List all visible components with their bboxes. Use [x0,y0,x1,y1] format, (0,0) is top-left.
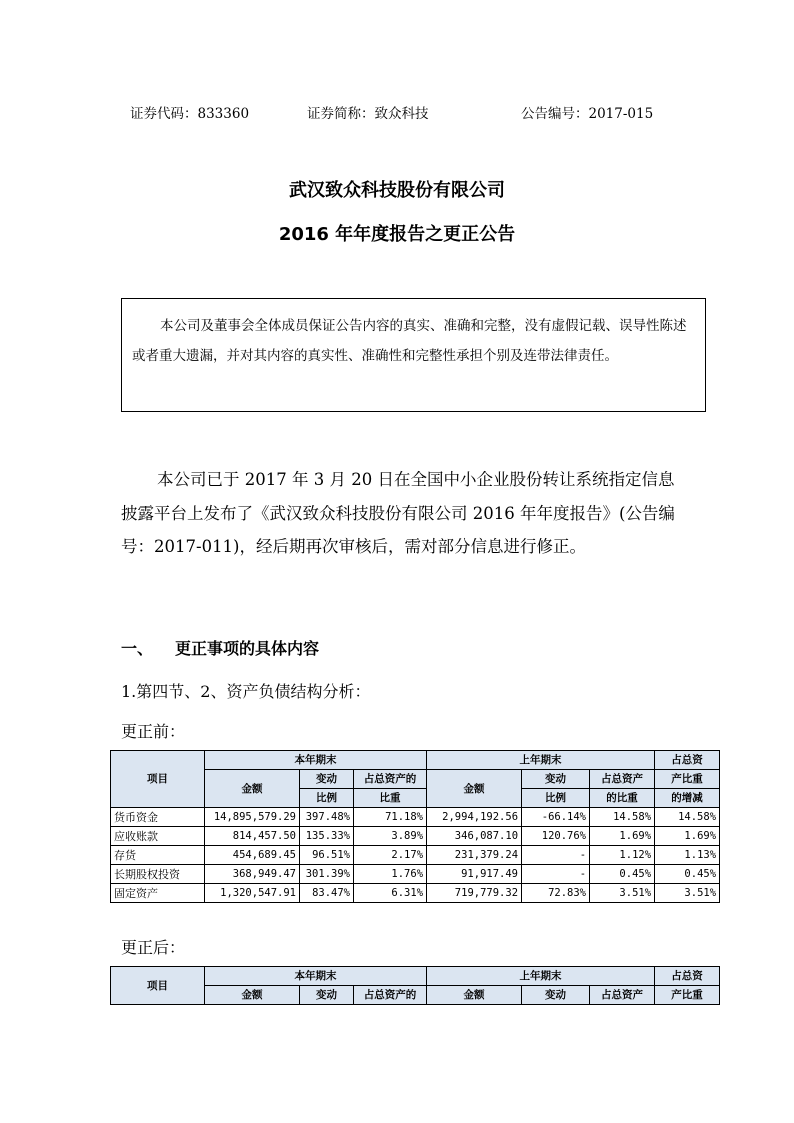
table-row [111,846,720,865]
col-share-change-line2: 产比重 [655,770,720,789]
col-share-change-line1: 占总资 [655,751,720,770]
cell: 3.89% [354,827,427,846]
disclaimer-box [121,298,706,412]
cell: 1.76% [354,865,427,884]
cell: 71.18% [354,808,427,827]
before-correction-table [110,750,720,903]
cell: 1.12% [590,846,655,865]
col-item: 项目 [111,967,205,1005]
table-row [111,827,720,846]
cell: 231,379.24 [427,846,522,865]
group-prior-year: 上年期末 [427,751,655,770]
col-prior-amount: 金额 [427,770,522,808]
cell: 719,779.32 [427,884,522,903]
cell: 0.45% [590,865,655,884]
col-item: 项目 [111,751,205,808]
notice-number: 公告编号：2017-015 [521,106,654,122]
col-share-change-line3: 的增减 [655,789,720,808]
after-correction-label: 更正后： [121,938,186,957]
col-share-change-line1: 占总资 [655,967,720,986]
notice-title: 2016 年年度报告之更正公告 [278,224,516,245]
table-row [111,884,720,903]
col-prior-amount: 金额 [427,986,522,1005]
col-share-change-line2: 产比重 [655,986,720,1005]
cell: - [522,865,590,884]
cell: -66.14% [522,808,590,827]
company-title: 武汉致众科技股份有限公司 [289,180,505,201]
disclaimer-text: 本公司及董事会全体成员保证公告内容的真实、准确和完整，没有虚假记载、误导性陈述或者重大遗漏，并对其内容的真实性、准确性和完整性承担个别及连带法律责任。 [132,318,687,364]
cell: 397.48% [300,808,354,827]
cell: 1.13% [655,846,720,865]
cell: 120.76% [522,827,590,846]
col-prior-change-line1: 变动 [522,770,590,789]
security-code: 证券代码：833360 [130,106,250,122]
security-abbreviation: 证券简称：致众科技 [307,106,429,122]
col-change-line1: 变动 [300,986,354,1005]
table-row [111,808,720,827]
section-heading [121,636,319,659]
cell: 72.83% [522,884,590,903]
cell: 83.47% [300,884,354,903]
row-item: 货币资金 [111,808,205,827]
cell: 1.69% [655,827,720,846]
cell: 1,320,547.91 [205,884,300,903]
group-current-year: 本年期末 [205,751,427,770]
group-current-year: 本年期末 [205,967,427,986]
row-item: 应收账款 [111,827,205,846]
col-prior-share-line1: 占总资产 [590,986,655,1005]
cell: 91,917.49 [427,865,522,884]
col-prior-share-line2: 的比重 [590,789,655,808]
section-title: 更正事项的具体内容 [175,639,320,658]
cell: - [522,846,590,865]
cell: 3.51% [590,884,655,903]
cell: 2.17% [354,846,427,865]
cell: 1.69% [590,827,655,846]
cell: 0.45% [655,865,720,884]
cell: 346,087.10 [427,827,522,846]
row-item: 长期股权投资 [111,865,205,884]
row-item: 存货 [111,846,205,865]
cell: 96.51% [300,846,354,865]
cell: 814,457.50 [205,827,300,846]
cell: 2,994,192.56 [427,808,522,827]
cell: 454,689.45 [205,846,300,865]
col-share-line2: 比重 [354,789,427,808]
body-text: 本公司已于 2017 年 3 月 20 日在全国中小企业股份转让系统指定信息披露平台上发布了《武汉致众科技股份有限公司 2016 年年度报告》(公告编号：2017-011)，经后期再次审核后，需对部分信息进行修正。 [121,470,675,556]
body-paragraph [121,463,681,564]
item-heading: 1.第四节、2、资产负债结构分析： [121,682,371,701]
col-share-line1: 占总资产的 [354,770,427,789]
col-amount: 金额 [205,770,300,808]
col-change-line1: 变动 [300,770,354,789]
cell: 14.58% [590,808,655,827]
cell: 135.33% [300,827,354,846]
group-prior-year: 上年期末 [427,967,655,986]
cell: 14,895,579.29 [205,808,300,827]
cell: 6.31% [354,884,427,903]
col-amount: 金额 [205,986,300,1005]
table-row [111,865,720,884]
col-prior-change-line2: 比例 [522,789,590,808]
section-number: 一、 [121,639,154,658]
col-prior-change-line1: 变动 [522,986,590,1005]
cell: 14.58% [655,808,720,827]
document-header [130,102,670,122]
before-correction-label: 更正前： [121,722,186,741]
cell: 301.39% [300,865,354,884]
col-share-line1: 占总资产的 [354,986,427,1005]
row-item: 固定资产 [111,884,205,903]
after-correction-table [110,966,720,1005]
cell: 368,949.47 [205,865,300,884]
col-change-line2: 比例 [300,789,354,808]
cell: 3.51% [655,884,720,903]
col-prior-share-line1: 占总资产 [590,770,655,789]
